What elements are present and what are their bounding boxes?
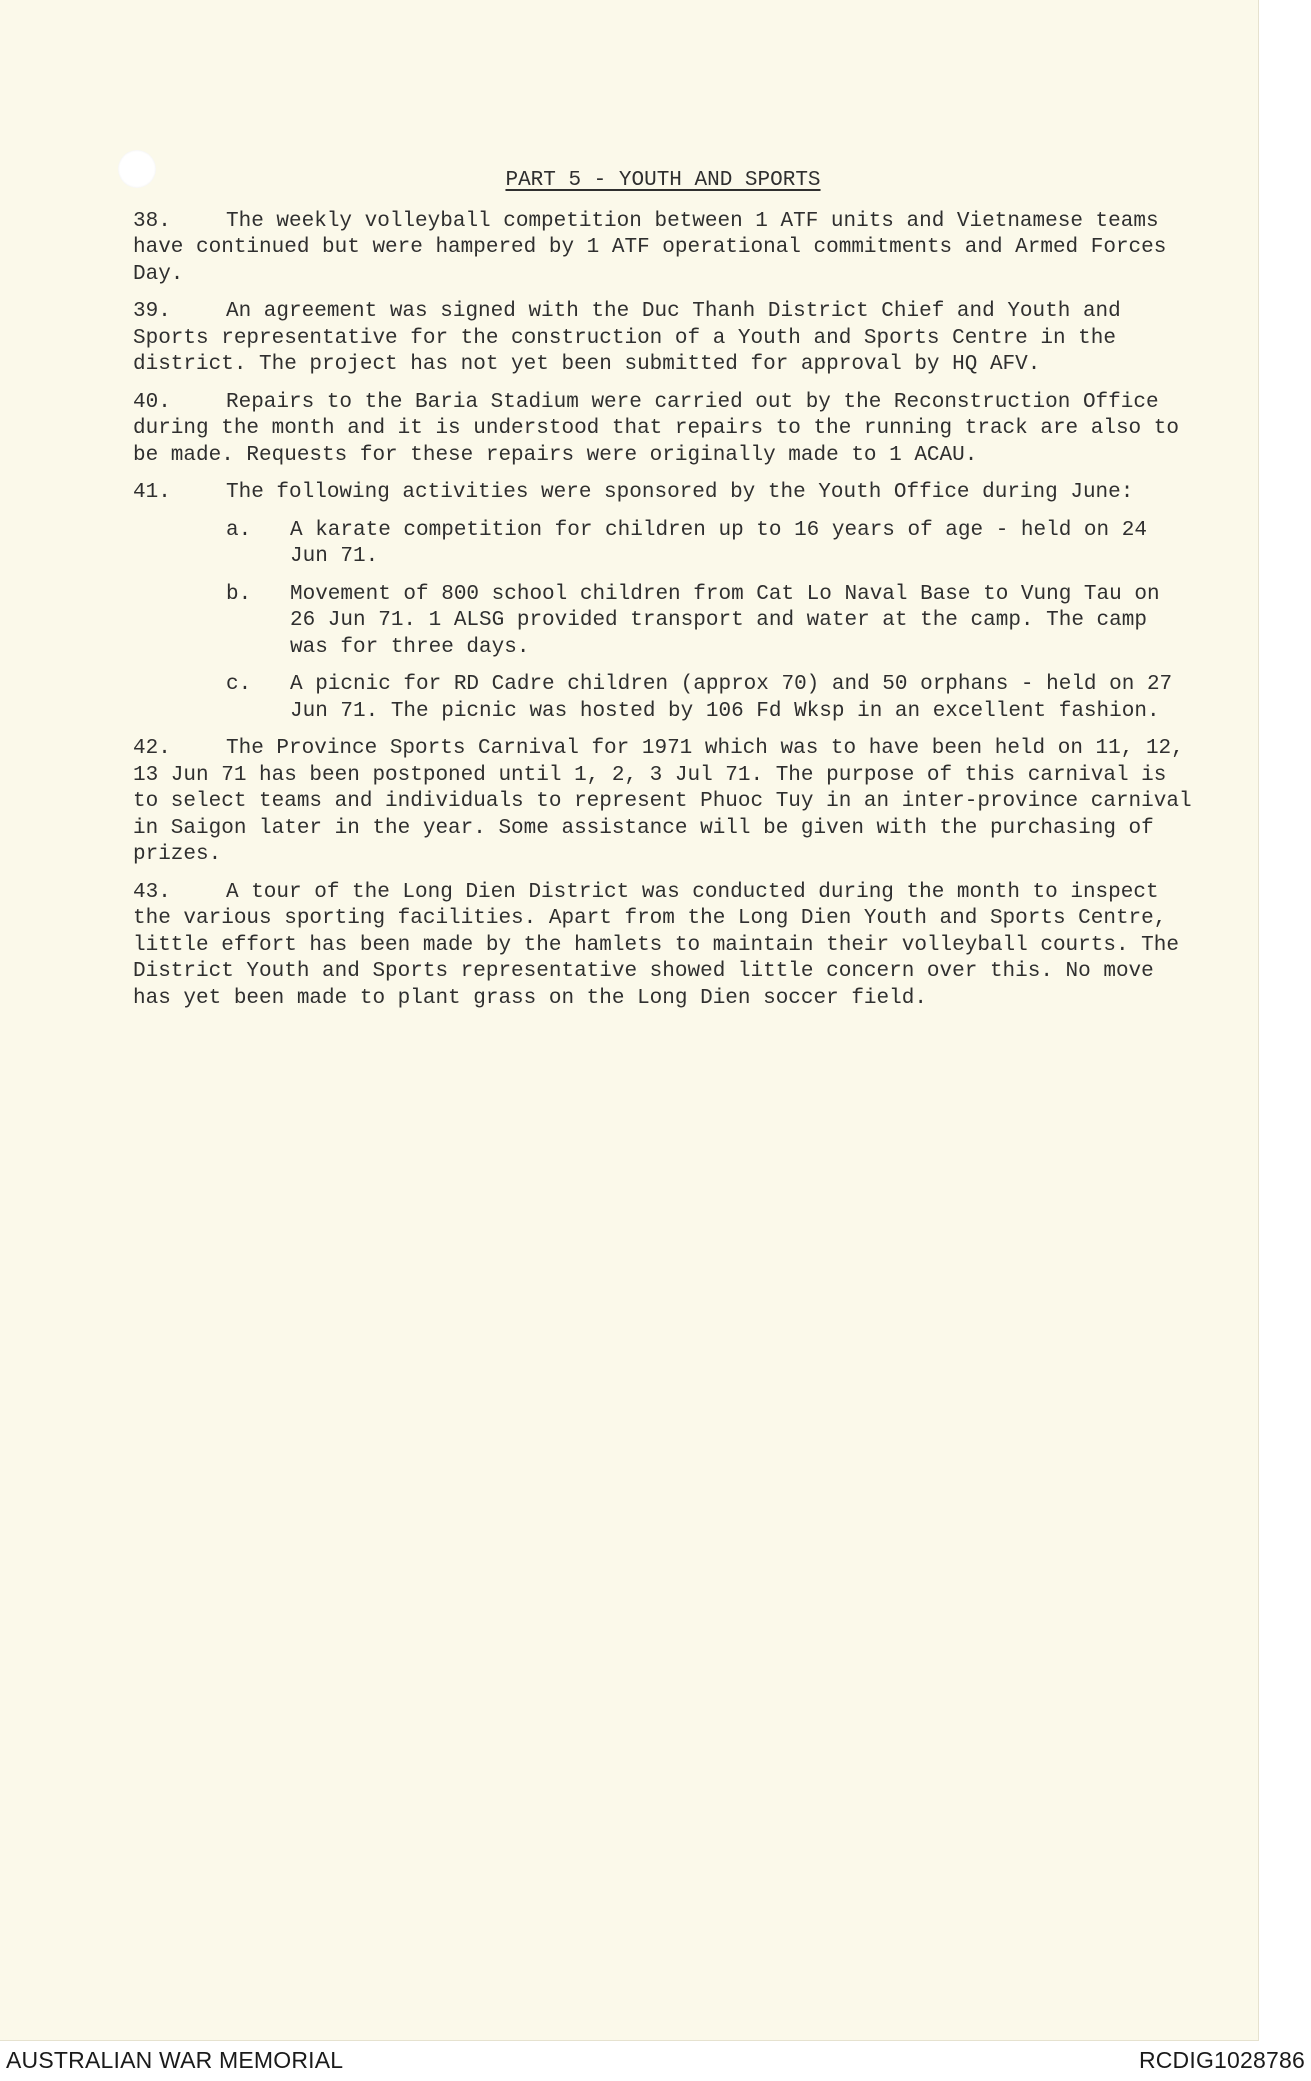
footer-record-id: RCDIG1028786: [1138, 2047, 1305, 2073]
footer-archive-name: AUSTRALIAN WAR MEMORIAL: [6, 2047, 344, 2073]
paragraph-38: [133, 209, 1193, 289]
list-item-letter: b.: [226, 582, 252, 606]
paragraph-text: A tour of the Long Dien District was conducted during the month to inspect the various sporting facilities. Apart from the Long Dien Youth and Sports Centre, little effort has been made by the hamlets to maintain their volleyball courts. The District Youth and Sports representative showed little concern over this. No move has yet been made to plant grass on the Long Dien soccer field.: [133, 880, 1179, 1010]
list-item-text: A picnic for RD Cadre children (approx 70) and 50 orphans - held on 27 Jun 71. The picnic was hosted by 106 Fd Wksp in an excellent fashion.: [290, 673, 1173, 723]
paragraph-number: 40.: [133, 390, 171, 414]
paragraph-text: Repairs to the Baria Stadium were carried out by the Reconstruction Office during the month and it is understood that repairs to the running track are also to be made. Requests for these repairs were originally made to 1 ACAU.: [133, 390, 1179, 467]
activity-list: [133, 518, 1193, 726]
document-content: [133, 168, 1193, 1023]
paragraph-text: The Province Sports Carnival for 1971 which was to have been held on 11, 12, 13 Jun 71 has been postponed until 1, 2, 3 Jul 71. The purpose of this carnival is to select teams and individuals to represent Phuoc Tuy in an inter-province carnival in Saigon later in the year. Some assistance will be given with the purchasing of prizes.: [133, 737, 1192, 866]
paragraph-39: [133, 299, 1193, 379]
section-title: PART 5 - YOUTH AND SPORTS: [505, 169, 821, 192]
paragraph-number: 42.: [133, 737, 171, 760]
list-item: [226, 518, 1193, 571]
list-item-letter: a.: [226, 518, 252, 542]
list-item-text: Movement of 800 school children from Cat Lo Naval Base to Vung Tau on 26 Jun 71. 1 ALSG provided transport and water at the camp. The camp was for three days.: [290, 582, 1160, 659]
paragraph-40: [133, 390, 1193, 470]
list-item: [226, 582, 1193, 662]
list-item-letter: c.: [226, 673, 252, 696]
paragraph-42: [133, 736, 1193, 869]
paragraph-number: 41.: [133, 481, 171, 504]
paragraph-number: 39.: [133, 300, 171, 323]
paragraph-number: 38.: [133, 209, 171, 233]
paragraph-41: [133, 480, 1193, 507]
paragraph-text: An agreement was signed with the Duc Thanh District Chief and Youth and Sports representative for the construction of a Youth and Sports Centre in the district. The project has not yet been submitted for approval by HQ AFV.: [133, 300, 1121, 376]
paragraph-43: [133, 880, 1193, 1013]
list-item: [226, 672, 1193, 725]
list-item-text: A karate competition for children up to 16 years of age - held on 24 Jun 71.: [290, 518, 1147, 568]
paragraph-number: 43.: [133, 880, 171, 904]
paragraph-text: The weekly volleyball competition between 1 ATF units and Vietnamese teams have continued but were hampered by 1 ATF operational commitments and Armed Forces Day.: [133, 209, 1167, 286]
paragraph-text: The following activities were sponsored by the Youth Office during June:: [226, 481, 1134, 504]
